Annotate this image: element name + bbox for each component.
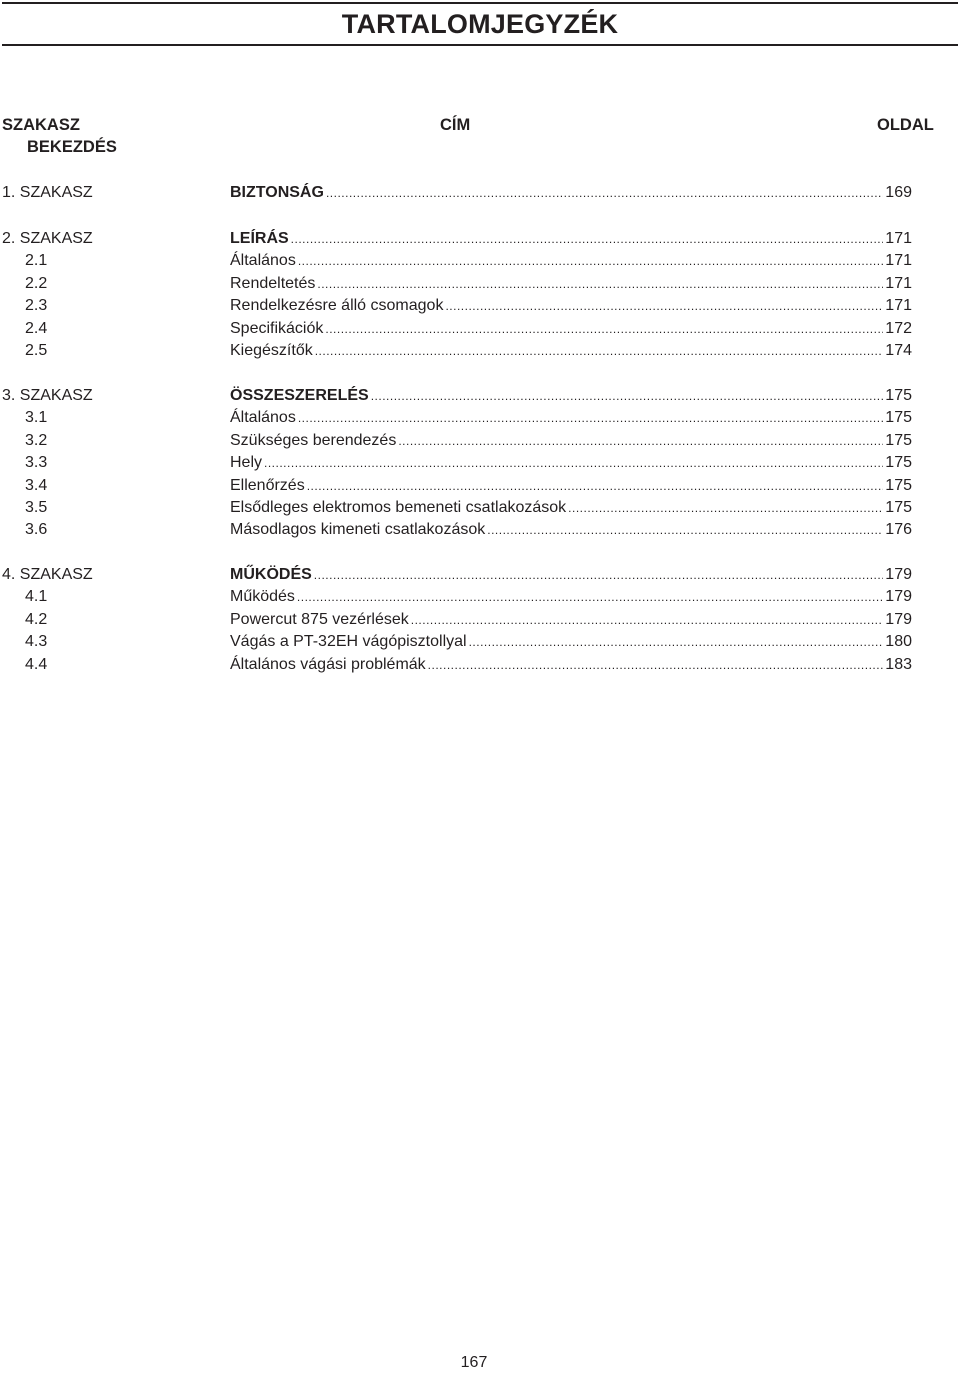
section-page: 179 (885, 566, 912, 583)
dot-leader (469, 631, 884, 653)
toc-entry[interactable] (230, 295, 912, 317)
dot-leader (298, 407, 883, 429)
paragraph-number: 4.3 (25, 633, 48, 651)
dot-leader (315, 340, 884, 362)
page-number: 167 (460, 1354, 488, 1371)
section-page: 171 (885, 230, 912, 247)
toc-entry[interactable] (230, 430, 912, 452)
paragraph-page: 183 (885, 655, 912, 673)
paragraph-title: Rendeltetés (230, 274, 316, 292)
paragraph-page: 175 (885, 454, 912, 472)
toc-item-row (0, 497, 960, 519)
paragraph-number: 2.5 (25, 342, 48, 359)
paragraph-number: 2.4 (25, 319, 48, 337)
toc-entry[interactable] (230, 519, 912, 541)
paragraph-page: 175 (885, 409, 912, 427)
dot-leader (264, 452, 883, 474)
paragraph-page: 172 (885, 319, 912, 337)
dot-leader (411, 609, 884, 631)
dot-leader (298, 250, 883, 272)
paragraph-number: 2.2 (25, 274, 48, 292)
paragraph-page: 171 (885, 297, 912, 315)
toc-entry[interactable] (230, 385, 912, 407)
toc-entry[interactable] (230, 250, 912, 272)
paragraph-number: 3.1 (25, 409, 48, 427)
dot-leader (326, 182, 883, 204)
toc-item-row (0, 452, 960, 474)
dot-leader (398, 430, 883, 452)
paragraph-title: Elsődleges elektromos bemeneti csatlakozások (230, 499, 567, 516)
toc-item-row (0, 475, 960, 497)
paragraph-page: 171 (885, 252, 912, 270)
section-label: 1. SZAKASZ (2, 184, 93, 201)
paragraph-title: Powercut 875 vezérlések (230, 610, 409, 628)
paragraph-title: Általános (230, 252, 296, 270)
paragraph-number: 3.5 (25, 499, 48, 516)
toc-item-row (0, 318, 960, 340)
toc-entry[interactable] (230, 407, 912, 429)
paragraph-page: 179 (885, 610, 912, 628)
toc-section-row (0, 228, 960, 250)
toc-item-row (0, 407, 960, 429)
paragraph-page: 171 (885, 274, 912, 292)
section-label: 4. SZAKASZ (2, 566, 93, 583)
paragraph-title: Rendelkezésre álló csomagok (230, 297, 444, 315)
dot-leader (307, 475, 884, 497)
toc-entry[interactable] (230, 475, 912, 497)
toc-entry[interactable] (230, 340, 912, 362)
dot-leader (291, 228, 884, 250)
toc-section-row (0, 385, 960, 407)
dot-leader (371, 385, 884, 407)
toc-entry[interactable] (230, 654, 912, 676)
toc-item-row (0, 340, 960, 362)
dot-leader (317, 273, 883, 295)
section-title: BIZTONSÁG (230, 184, 324, 201)
toc-entry[interactable] (230, 497, 912, 519)
paragraph-page: 175 (885, 476, 912, 494)
paragraph-title: Általános (230, 409, 296, 427)
section-label: 2. SZAKASZ (2, 230, 93, 247)
paragraph-title: Ellenőrzés (230, 476, 305, 494)
dot-leader (568, 497, 883, 519)
paragraph-title: Másodlagos kimeneti csatlakozások (230, 521, 486, 539)
paragraph-title: Vágás a PT-32EH vágópisztollyal (230, 633, 467, 651)
paragraph-title: Működés (230, 588, 295, 606)
dot-leader (487, 519, 883, 541)
toc-item-row (0, 586, 960, 608)
toc-entry[interactable] (230, 631, 912, 653)
paragraph-page: 175 (885, 499, 912, 516)
header-paragraph: BEKEZDÉS (27, 138, 117, 156)
section-page: 169 (885, 184, 912, 201)
header-section: SZAKASZ (2, 116, 80, 134)
paragraph-number: 2.1 (25, 252, 48, 270)
toc-section-row (0, 564, 960, 586)
paragraph-title: Általános vágási problémák (230, 655, 426, 673)
dot-leader (314, 564, 884, 586)
toc-entry[interactable] (230, 318, 912, 340)
toc-section-row (0, 182, 960, 204)
paragraph-page: 174 (885, 342, 912, 359)
toc-item-row (0, 430, 960, 452)
toc-item-row (0, 631, 960, 653)
paragraph-title: Specifikációk (230, 319, 324, 337)
section-page: 175 (885, 387, 912, 404)
toc-entry[interactable] (230, 609, 912, 631)
dot-leader (428, 654, 884, 676)
toc-item-row (0, 273, 960, 295)
paragraph-number: 3.2 (25, 431, 48, 449)
paragraph-title: Hely (230, 454, 263, 472)
paragraph-number: 4.4 (25, 655, 48, 673)
paragraph-number: 3.3 (25, 454, 48, 472)
toc-item-row (0, 250, 960, 272)
paragraph-number: 3.6 (25, 521, 48, 539)
toc-entry[interactable] (230, 182, 912, 204)
header-title: CÍM (440, 116, 471, 134)
dot-leader (297, 586, 883, 608)
section-title: ÖSSZESZERELÉS (230, 387, 369, 404)
toc-item-row (0, 609, 960, 631)
toc-entry[interactable] (230, 273, 912, 295)
paragraph-page: 179 (885, 588, 912, 606)
toc-entry[interactable] (230, 452, 912, 474)
toc-entry[interactable] (230, 564, 912, 586)
section-title: LEÍRÁS (230, 230, 289, 247)
paragraph-page: 175 (885, 431, 912, 449)
toc-item-row (0, 654, 960, 676)
section-label: 3. SZAKASZ (2, 387, 93, 404)
paragraph-number: 3.4 (25, 476, 48, 494)
toc-entry[interactable] (230, 228, 912, 250)
paragraph-title: Szükséges berendezés (230, 431, 397, 449)
paragraph-page: 180 (885, 633, 912, 651)
paragraph-page: 176 (885, 521, 912, 539)
paragraph-number: 4.2 (25, 610, 48, 628)
dot-leader (445, 295, 883, 317)
toc-item-row (0, 295, 960, 317)
header-page: OLDAL (877, 116, 934, 134)
page-title: TARTALOMJEGYZÉK (341, 8, 619, 39)
paragraph-number: 4.1 (25, 588, 48, 606)
section-title: MŰKÖDÉS (230, 566, 312, 583)
toc-entry[interactable] (230, 586, 912, 608)
paragraph-title: Kiegészítők (230, 342, 313, 359)
paragraph-number: 2.3 (25, 297, 48, 315)
toc-item-row (0, 519, 960, 541)
title-bar (2, 2, 958, 46)
dot-leader (325, 318, 883, 340)
